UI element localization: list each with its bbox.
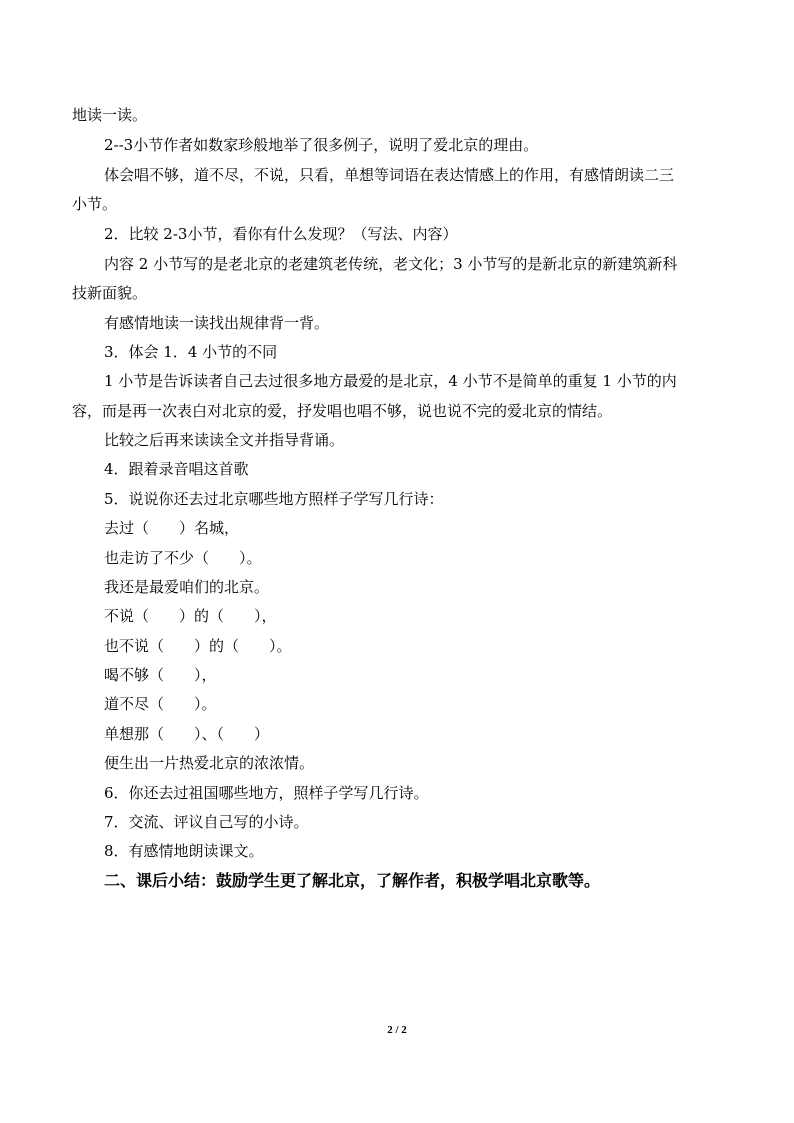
text-line: 8．有感情地朗读课文。 — [104, 842, 264, 860]
text-line: 有感情地读一读找出规律背一背。 — [104, 314, 330, 332]
page-number: 2 / 2 — [387, 1024, 407, 1036]
text-line: 7．交流、评议自己写的小诗。 — [104, 813, 309, 831]
text-line: 容，而是再一次表白对北京的爱，抒发唱也唱不够，说也说不完的爱北京的情结。 — [72, 402, 613, 420]
poem-line: 便生出一片热爱北京的浓浓情。 — [104, 754, 315, 772]
text-line: 2--3小节作者如数家珍般地举了很多例子，说明了爱北京的理由。 — [104, 136, 539, 154]
poem-line: 道不尽（ ）。 — [104, 695, 217, 713]
text-line: 比较之后再来读读全文并指导背诵。 — [104, 431, 345, 449]
text-line: 4．跟着录音唱这首歌 — [104, 460, 249, 478]
poem-line: 不说（ ）的（ ）， — [104, 607, 277, 625]
poem-line: 去过（ ）名城， — [104, 519, 240, 537]
summary-heading: 二、课后小结：鼓励学生更了解北京，了解作者，积极学唱北京歌等。 — [104, 871, 601, 890]
text-line: 小节。 — [72, 195, 118, 213]
text-line: 5．说说你还去过北京哪些地方照样子学写几行诗： — [104, 490, 444, 508]
text-line: 内容 2 小节写的是老北京的老建筑老传统，老文化；3 小节写的是新北京的新建筑新科 — [104, 255, 678, 273]
text-line: 1 小节是告诉读者自己去过很多地方最爱的是北京，4 小节不是简单的重复 1 小节的内 — [104, 372, 677, 390]
poem-line: 也不说（ ）的（ ）。 — [104, 637, 292, 655]
poem-line: 我还是最爱咱们的北京。 — [104, 578, 270, 596]
text-line: 体会唱不够，道不尽，不说，只看，单想等词语在表达情感上的作用，有感情朗读二三 — [104, 166, 675, 184]
poem-line: 也走访了不少（ ）。 — [104, 549, 262, 567]
text-line: 技新面貌。 — [72, 284, 148, 302]
text-line: 地读一读。 — [72, 106, 148, 124]
poem-line: 单想那（ ）、（ ） — [104, 725, 270, 743]
text-line: 6．你还去过祖国哪些地方，照样子学写几行诗。 — [104, 784, 429, 802]
poem-line: 喝不够（ ）， — [104, 666, 217, 684]
text-line: 2．比较 2-3小节，看你有什么发现？（写法、内容） — [104, 225, 458, 243]
text-line: 3．体会 1．4 小节的不同 — [104, 343, 278, 361]
